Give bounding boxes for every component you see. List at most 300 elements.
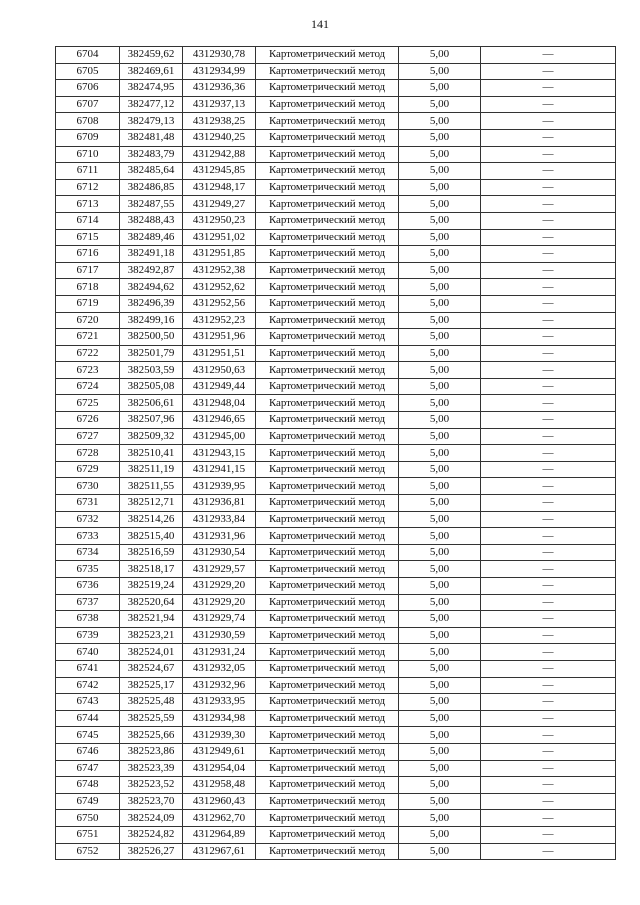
note-cell: — bbox=[481, 677, 616, 694]
method-cell: Картометрический метод bbox=[256, 246, 399, 263]
note-cell: — bbox=[481, 694, 616, 711]
y-coordinate-cell: 4312951,51 bbox=[183, 345, 256, 362]
y-coordinate-cell: 4312954,04 bbox=[183, 760, 256, 777]
table-row bbox=[56, 528, 616, 545]
x-coordinate-cell: 382492,87 bbox=[120, 262, 183, 279]
table-row bbox=[56, 412, 616, 429]
table-row bbox=[56, 113, 616, 130]
note-cell: — bbox=[481, 627, 616, 644]
accuracy-cell: 5,00 bbox=[399, 578, 481, 595]
y-coordinate-cell: 4312952,38 bbox=[183, 262, 256, 279]
accuracy-cell: 5,00 bbox=[399, 279, 481, 296]
y-coordinate-cell: 4312936,36 bbox=[183, 80, 256, 97]
table-row bbox=[56, 677, 616, 694]
method-cell: Картометрический метод bbox=[256, 345, 399, 362]
note-cell: — bbox=[481, 544, 616, 561]
table-row bbox=[56, 80, 616, 97]
x-coordinate-cell: 382505,08 bbox=[120, 378, 183, 395]
x-coordinate-cell: 382511,55 bbox=[120, 478, 183, 495]
x-coordinate-cell: 382518,17 bbox=[120, 561, 183, 578]
note-cell: — bbox=[481, 279, 616, 296]
point-number-cell: 6722 bbox=[56, 345, 120, 362]
point-number-cell: 6744 bbox=[56, 710, 120, 727]
method-cell: Картометрический метод bbox=[256, 428, 399, 445]
point-number-cell: 6720 bbox=[56, 312, 120, 329]
method-cell: Картометрический метод bbox=[256, 129, 399, 146]
accuracy-cell: 5,00 bbox=[399, 362, 481, 379]
accuracy-cell: 5,00 bbox=[399, 511, 481, 528]
accuracy-cell: 5,00 bbox=[399, 428, 481, 445]
table-row bbox=[56, 295, 616, 312]
y-coordinate-cell: 4312936,81 bbox=[183, 495, 256, 512]
y-coordinate-cell: 4312938,25 bbox=[183, 113, 256, 130]
x-coordinate-cell: 382507,96 bbox=[120, 412, 183, 429]
point-number-cell: 6747 bbox=[56, 760, 120, 777]
table-row bbox=[56, 362, 616, 379]
table-row bbox=[56, 627, 616, 644]
note-cell: — bbox=[481, 727, 616, 744]
x-coordinate-cell: 382512,71 bbox=[120, 495, 183, 512]
accuracy-cell: 5,00 bbox=[399, 528, 481, 545]
accuracy-cell: 5,00 bbox=[399, 760, 481, 777]
method-cell: Картометрический метод bbox=[256, 378, 399, 395]
table-row bbox=[56, 129, 616, 146]
accuracy-cell: 5,00 bbox=[399, 627, 481, 644]
method-cell: Картометрический метод bbox=[256, 677, 399, 694]
note-cell: — bbox=[481, 793, 616, 810]
note-cell: — bbox=[481, 378, 616, 395]
table-row bbox=[56, 96, 616, 113]
table-row bbox=[56, 345, 616, 362]
x-coordinate-cell: 382491,18 bbox=[120, 246, 183, 263]
y-coordinate-cell: 4312958,48 bbox=[183, 777, 256, 794]
x-coordinate-cell: 382523,70 bbox=[120, 793, 183, 810]
point-number-cell: 6734 bbox=[56, 544, 120, 561]
method-cell: Картометрический метод bbox=[256, 777, 399, 794]
x-coordinate-cell: 382479,13 bbox=[120, 113, 183, 130]
x-coordinate-cell: 382523,39 bbox=[120, 760, 183, 777]
method-cell: Картометрический метод bbox=[256, 312, 399, 329]
note-cell: — bbox=[481, 777, 616, 794]
x-coordinate-cell: 382500,50 bbox=[120, 329, 183, 346]
point-number-cell: 6716 bbox=[56, 246, 120, 263]
method-cell: Картометрический метод bbox=[256, 760, 399, 777]
point-number-cell: 6746 bbox=[56, 743, 120, 760]
point-number-cell: 6705 bbox=[56, 63, 120, 80]
note-cell: — bbox=[481, 212, 616, 229]
accuracy-cell: 5,00 bbox=[399, 179, 481, 196]
x-coordinate-cell: 382520,64 bbox=[120, 594, 183, 611]
note-cell: — bbox=[481, 229, 616, 246]
table-row bbox=[56, 511, 616, 528]
x-coordinate-cell: 382525,17 bbox=[120, 677, 183, 694]
x-coordinate-cell: 382488,43 bbox=[120, 212, 183, 229]
x-coordinate-cell: 382489,46 bbox=[120, 229, 183, 246]
method-cell: Картометрический метод bbox=[256, 279, 399, 296]
point-number-cell: 6710 bbox=[56, 146, 120, 163]
accuracy-cell: 5,00 bbox=[399, 229, 481, 246]
method-cell: Картометрический метод bbox=[256, 528, 399, 545]
point-number-cell: 6743 bbox=[56, 694, 120, 711]
x-coordinate-cell: 382524,82 bbox=[120, 826, 183, 843]
table-row bbox=[56, 312, 616, 329]
y-coordinate-cell: 4312941,15 bbox=[183, 461, 256, 478]
table-row bbox=[56, 743, 616, 760]
x-coordinate-cell: 382501,79 bbox=[120, 345, 183, 362]
method-cell: Картометрический метод bbox=[256, 843, 399, 860]
method-cell: Картометрический метод bbox=[256, 196, 399, 213]
table-row bbox=[56, 826, 616, 843]
note-cell: — bbox=[481, 644, 616, 661]
point-number-cell: 6732 bbox=[56, 511, 120, 528]
table-row bbox=[56, 644, 616, 661]
note-cell: — bbox=[481, 660, 616, 677]
y-coordinate-cell: 4312939,30 bbox=[183, 727, 256, 744]
note-cell: — bbox=[481, 262, 616, 279]
method-cell: Картометрический метод bbox=[256, 710, 399, 727]
y-coordinate-cell: 4312932,96 bbox=[183, 677, 256, 694]
x-coordinate-cell: 382509,32 bbox=[120, 428, 183, 445]
method-cell: Картометрический метод bbox=[256, 229, 399, 246]
x-coordinate-cell: 382523,52 bbox=[120, 777, 183, 794]
table-row bbox=[56, 561, 616, 578]
table-row bbox=[56, 179, 616, 196]
accuracy-cell: 5,00 bbox=[399, 793, 481, 810]
y-coordinate-cell: 4312929,57 bbox=[183, 561, 256, 578]
y-coordinate-cell: 4312932,05 bbox=[183, 660, 256, 677]
note-cell: — bbox=[481, 578, 616, 595]
y-coordinate-cell: 4312948,04 bbox=[183, 395, 256, 412]
y-coordinate-cell: 4312937,13 bbox=[183, 96, 256, 113]
point-number-cell: 6726 bbox=[56, 412, 120, 429]
y-coordinate-cell: 4312950,63 bbox=[183, 362, 256, 379]
method-cell: Картометрический метод bbox=[256, 412, 399, 429]
method-cell: Картометрический метод bbox=[256, 329, 399, 346]
table-row bbox=[56, 445, 616, 462]
y-coordinate-cell: 4312930,59 bbox=[183, 627, 256, 644]
table-row bbox=[56, 578, 616, 595]
accuracy-cell: 5,00 bbox=[399, 495, 481, 512]
note-cell: — bbox=[481, 345, 616, 362]
point-number-cell: 6729 bbox=[56, 461, 120, 478]
accuracy-cell: 5,00 bbox=[399, 461, 481, 478]
table-row bbox=[56, 395, 616, 412]
method-cell: Картометрический метод bbox=[256, 96, 399, 113]
x-coordinate-cell: 382521,94 bbox=[120, 611, 183, 628]
x-coordinate-cell: 382516,59 bbox=[120, 544, 183, 561]
point-number-cell: 6707 bbox=[56, 96, 120, 113]
y-coordinate-cell: 4312930,54 bbox=[183, 544, 256, 561]
x-coordinate-cell: 382506,61 bbox=[120, 395, 183, 412]
x-coordinate-cell: 382514,26 bbox=[120, 511, 183, 528]
table-row bbox=[56, 246, 616, 263]
y-coordinate-cell: 4312951,96 bbox=[183, 329, 256, 346]
note-cell: — bbox=[481, 528, 616, 545]
table-row bbox=[56, 262, 616, 279]
table-row bbox=[56, 378, 616, 395]
method-cell: Картометрический метод bbox=[256, 826, 399, 843]
accuracy-cell: 5,00 bbox=[399, 412, 481, 429]
y-coordinate-cell: 4312929,74 bbox=[183, 611, 256, 628]
method-cell: Картометрический метод bbox=[256, 212, 399, 229]
accuracy-cell: 5,00 bbox=[399, 129, 481, 146]
x-coordinate-cell: 382499,16 bbox=[120, 312, 183, 329]
note-cell: — bbox=[481, 594, 616, 611]
method-cell: Картометрический метод bbox=[256, 146, 399, 163]
table-row bbox=[56, 611, 616, 628]
method-cell: Картометрический метод bbox=[256, 262, 399, 279]
x-coordinate-cell: 382510,41 bbox=[120, 445, 183, 462]
table-row bbox=[56, 329, 616, 346]
x-coordinate-cell: 382486,85 bbox=[120, 179, 183, 196]
note-cell: — bbox=[481, 428, 616, 445]
point-number-cell: 6750 bbox=[56, 810, 120, 827]
accuracy-cell: 5,00 bbox=[399, 63, 481, 80]
table-row bbox=[56, 710, 616, 727]
y-coordinate-cell: 4312952,62 bbox=[183, 279, 256, 296]
x-coordinate-cell: 382523,21 bbox=[120, 627, 183, 644]
point-number-cell: 6739 bbox=[56, 627, 120, 644]
method-cell: Картометрический метод bbox=[256, 295, 399, 312]
point-number-cell: 6737 bbox=[56, 594, 120, 611]
point-number-cell: 6733 bbox=[56, 528, 120, 545]
point-number-cell: 6727 bbox=[56, 428, 120, 445]
x-coordinate-cell: 382483,79 bbox=[120, 146, 183, 163]
coordinates-table bbox=[55, 46, 616, 860]
accuracy-cell: 5,00 bbox=[399, 345, 481, 362]
note-cell: — bbox=[481, 760, 616, 777]
note-cell: — bbox=[481, 196, 616, 213]
method-cell: Картометрический метод bbox=[256, 544, 399, 561]
point-number-cell: 6724 bbox=[56, 378, 120, 395]
accuracy-cell: 5,00 bbox=[399, 329, 481, 346]
accuracy-cell: 5,00 bbox=[399, 810, 481, 827]
table-row bbox=[56, 229, 616, 246]
table-row bbox=[56, 777, 616, 794]
y-coordinate-cell: 4312933,84 bbox=[183, 511, 256, 528]
table-row bbox=[56, 544, 616, 561]
accuracy-cell: 5,00 bbox=[399, 96, 481, 113]
x-coordinate-cell: 382523,86 bbox=[120, 743, 183, 760]
accuracy-cell: 5,00 bbox=[399, 611, 481, 628]
method-cell: Картометрический метод bbox=[256, 511, 399, 528]
accuracy-cell: 5,00 bbox=[399, 561, 481, 578]
x-coordinate-cell: 382524,01 bbox=[120, 644, 183, 661]
x-coordinate-cell: 382511,19 bbox=[120, 461, 183, 478]
point-number-cell: 6706 bbox=[56, 80, 120, 97]
table-row bbox=[56, 727, 616, 744]
table-row bbox=[56, 478, 616, 495]
x-coordinate-cell: 382494,62 bbox=[120, 279, 183, 296]
y-coordinate-cell: 4312960,43 bbox=[183, 793, 256, 810]
y-coordinate-cell: 4312967,61 bbox=[183, 843, 256, 860]
accuracy-cell: 5,00 bbox=[399, 478, 481, 495]
accuracy-cell: 5,00 bbox=[399, 445, 481, 462]
note-cell: — bbox=[481, 312, 616, 329]
accuracy-cell: 5,00 bbox=[399, 694, 481, 711]
point-number-cell: 6751 bbox=[56, 826, 120, 843]
point-number-cell: 6748 bbox=[56, 777, 120, 794]
y-coordinate-cell: 4312931,24 bbox=[183, 644, 256, 661]
accuracy-cell: 5,00 bbox=[399, 710, 481, 727]
method-cell: Картометрический метод bbox=[256, 578, 399, 595]
accuracy-cell: 5,00 bbox=[399, 727, 481, 744]
y-coordinate-cell: 4312933,95 bbox=[183, 694, 256, 711]
accuracy-cell: 5,00 bbox=[399, 80, 481, 97]
x-coordinate-cell: 382469,61 bbox=[120, 63, 183, 80]
x-coordinate-cell: 382485,64 bbox=[120, 163, 183, 180]
point-number-cell: 6752 bbox=[56, 843, 120, 860]
note-cell: — bbox=[481, 163, 616, 180]
x-coordinate-cell: 382519,24 bbox=[120, 578, 183, 595]
method-cell: Картометрический метод bbox=[256, 113, 399, 130]
accuracy-cell: 5,00 bbox=[399, 677, 481, 694]
x-coordinate-cell: 382481,48 bbox=[120, 129, 183, 146]
table-row bbox=[56, 428, 616, 445]
y-coordinate-cell: 4312939,95 bbox=[183, 478, 256, 495]
x-coordinate-cell: 382524,09 bbox=[120, 810, 183, 827]
point-number-cell: 6715 bbox=[56, 229, 120, 246]
y-coordinate-cell: 4312951,85 bbox=[183, 246, 256, 263]
x-coordinate-cell: 382487,55 bbox=[120, 196, 183, 213]
note-cell: — bbox=[481, 478, 616, 495]
accuracy-cell: 5,00 bbox=[399, 544, 481, 561]
note-cell: — bbox=[481, 129, 616, 146]
table-row bbox=[56, 810, 616, 827]
y-coordinate-cell: 4312929,20 bbox=[183, 594, 256, 611]
method-cell: Картометрический метод bbox=[256, 461, 399, 478]
table-row bbox=[56, 495, 616, 512]
accuracy-cell: 5,00 bbox=[399, 113, 481, 130]
accuracy-cell: 5,00 bbox=[399, 246, 481, 263]
x-coordinate-cell: 382525,48 bbox=[120, 694, 183, 711]
y-coordinate-cell: 4312952,23 bbox=[183, 312, 256, 329]
x-coordinate-cell: 382525,59 bbox=[120, 710, 183, 727]
method-cell: Картометрический метод bbox=[256, 594, 399, 611]
method-cell: Картометрический метод bbox=[256, 80, 399, 97]
note-cell: — bbox=[481, 179, 616, 196]
x-coordinate-cell: 382524,67 bbox=[120, 660, 183, 677]
table-row bbox=[56, 163, 616, 180]
table-row bbox=[56, 146, 616, 163]
note-cell: — bbox=[481, 495, 616, 512]
note-cell: — bbox=[481, 146, 616, 163]
table-row bbox=[56, 760, 616, 777]
table-row bbox=[56, 461, 616, 478]
accuracy-cell: 5,00 bbox=[399, 378, 481, 395]
table-row bbox=[56, 793, 616, 810]
y-coordinate-cell: 4312962,70 bbox=[183, 810, 256, 827]
note-cell: — bbox=[481, 47, 616, 64]
point-number-cell: 6731 bbox=[56, 495, 120, 512]
note-cell: — bbox=[481, 113, 616, 130]
x-coordinate-cell: 382477,12 bbox=[120, 96, 183, 113]
x-coordinate-cell: 382525,66 bbox=[120, 727, 183, 744]
y-coordinate-cell: 4312929,20 bbox=[183, 578, 256, 595]
point-number-cell: 6749 bbox=[56, 793, 120, 810]
point-number-cell: 6711 bbox=[56, 163, 120, 180]
accuracy-cell: 5,00 bbox=[399, 395, 481, 412]
accuracy-cell: 5,00 bbox=[399, 743, 481, 760]
note-cell: — bbox=[481, 611, 616, 628]
note-cell: — bbox=[481, 561, 616, 578]
x-coordinate-cell: 382459,62 bbox=[120, 47, 183, 64]
y-coordinate-cell: 4312949,27 bbox=[183, 196, 256, 213]
table-row bbox=[56, 694, 616, 711]
note-cell: — bbox=[481, 362, 616, 379]
y-coordinate-cell: 4312964,89 bbox=[183, 826, 256, 843]
accuracy-cell: 5,00 bbox=[399, 660, 481, 677]
method-cell: Картометрический метод bbox=[256, 179, 399, 196]
point-number-cell: 6713 bbox=[56, 196, 120, 213]
accuracy-cell: 5,00 bbox=[399, 163, 481, 180]
y-coordinate-cell: 4312952,56 bbox=[183, 295, 256, 312]
point-number-cell: 6745 bbox=[56, 727, 120, 744]
note-cell: — bbox=[481, 80, 616, 97]
y-coordinate-cell: 4312945,00 bbox=[183, 428, 256, 445]
page-number: 141 bbox=[311, 17, 329, 31]
method-cell: Картометрический метод bbox=[256, 478, 399, 495]
method-cell: Картометрический метод bbox=[256, 694, 399, 711]
method-cell: Картометрический метод bbox=[256, 793, 399, 810]
x-coordinate-cell: 382503,59 bbox=[120, 362, 183, 379]
accuracy-cell: 5,00 bbox=[399, 196, 481, 213]
point-number-cell: 6712 bbox=[56, 179, 120, 196]
y-coordinate-cell: 4312931,96 bbox=[183, 528, 256, 545]
method-cell: Картометрический метод bbox=[256, 561, 399, 578]
y-coordinate-cell: 4312940,25 bbox=[183, 129, 256, 146]
method-cell: Картометрический метод bbox=[256, 627, 399, 644]
method-cell: Картометрический метод bbox=[256, 163, 399, 180]
note-cell: — bbox=[481, 63, 616, 80]
y-coordinate-cell: 4312949,44 bbox=[183, 378, 256, 395]
point-number-cell: 6708 bbox=[56, 113, 120, 130]
accuracy-cell: 5,00 bbox=[399, 644, 481, 661]
point-number-cell: 6721 bbox=[56, 329, 120, 346]
y-coordinate-cell: 4312948,17 bbox=[183, 179, 256, 196]
method-cell: Картометрический метод bbox=[256, 395, 399, 412]
x-coordinate-cell: 382496,39 bbox=[120, 295, 183, 312]
point-number-cell: 6709 bbox=[56, 129, 120, 146]
table-row bbox=[56, 279, 616, 296]
point-number-cell: 6723 bbox=[56, 362, 120, 379]
y-coordinate-cell: 4312934,98 bbox=[183, 710, 256, 727]
table-row bbox=[56, 196, 616, 213]
accuracy-cell: 5,00 bbox=[399, 777, 481, 794]
table-row bbox=[56, 212, 616, 229]
point-number-cell: 6742 bbox=[56, 677, 120, 694]
point-number-cell: 6704 bbox=[56, 47, 120, 64]
point-number-cell: 6741 bbox=[56, 660, 120, 677]
point-number-cell: 6730 bbox=[56, 478, 120, 495]
point-number-cell: 6736 bbox=[56, 578, 120, 595]
table-row bbox=[56, 594, 616, 611]
method-cell: Картометрический метод bbox=[256, 727, 399, 744]
point-number-cell: 6717 bbox=[56, 262, 120, 279]
method-cell: Картометрический метод bbox=[256, 660, 399, 677]
y-coordinate-cell: 4312949,61 bbox=[183, 743, 256, 760]
note-cell: — bbox=[481, 96, 616, 113]
y-coordinate-cell: 4312946,65 bbox=[183, 412, 256, 429]
table-row bbox=[56, 63, 616, 80]
method-cell: Картометрический метод bbox=[256, 644, 399, 661]
table-row bbox=[56, 47, 616, 64]
method-cell: Картометрический метод bbox=[256, 47, 399, 64]
y-coordinate-cell: 4312950,23 bbox=[183, 212, 256, 229]
x-coordinate-cell: 382515,40 bbox=[120, 528, 183, 545]
note-cell: — bbox=[481, 395, 616, 412]
method-cell: Картометрический метод bbox=[256, 611, 399, 628]
